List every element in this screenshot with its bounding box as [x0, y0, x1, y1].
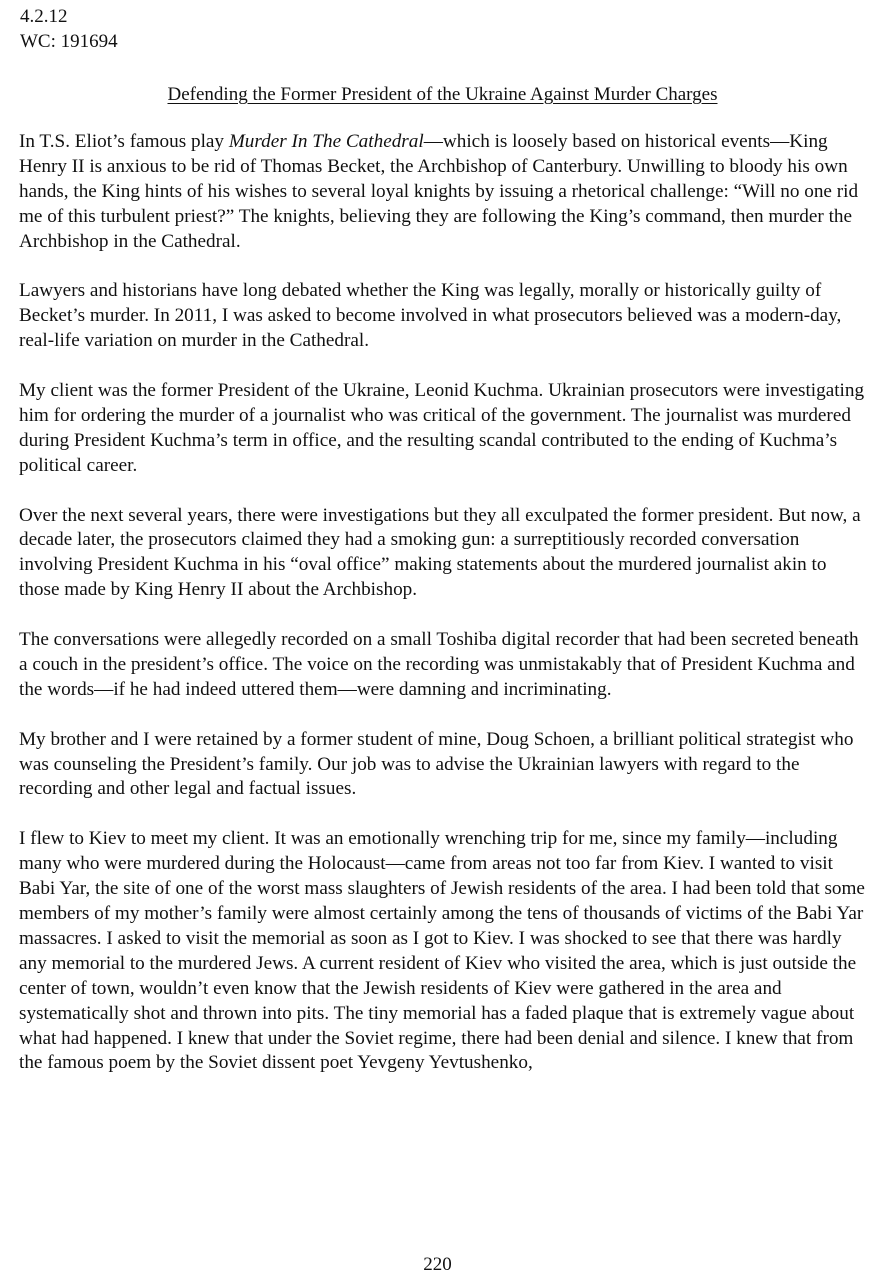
paragraph-1-lead: In T.S. Eliot’s famous play	[19, 131, 229, 152]
page-number: 220	[423, 1254, 452, 1275]
document-title	[0, 82, 875, 107]
header-date: 4.2.12	[20, 6, 68, 27]
paragraph-2: Lawyers and historians have long debated whether the King was legally, morally or historically guilty of Becket’s murder. In 2011, I was asked to become involved in what prosecutors believed was a modern-day, real-life variation on murder in the Cathedral.	[19, 280, 842, 352]
paragraph-4: Over the next several years, there were investigations but they all exculpated the former president. But now, a decade later, the prosecutors claimed they had a smoking gun: a surreptitiously recorded conversation involving President Kuchma in his “oval office” making statements about the murdered journalist akin to those made by King Henry II about the Archbishop.	[19, 504, 861, 601]
paragraph-7: I flew to Kiev to meet my client. It was an emotionally wrenching trip for me, since my family—including many who were murdered during the Holocaust—came from areas not too far from Kiev. I wanted to visit Babi Yar, the site of one of the worst mass slaughters of Jewish residents of the area. I had been told that some members of my mother’s family were almost certainly among the tens of thousands of victims of the Babi Yar massacres. I asked to visit the memorial as soon as I got to Kiev. I was shocked to see that there was hardly any memorial to the murdered Jews. A current resident of Kiev who visited the area, which is just outside the center of town, wouldn’t even know that the Jewish residents of Kiev were gathered in the area and systematically shot and thrown into pits. The tiny memorial has a faded plaque that is extremely vague about what had happened. I knew that under the Soviet regime, there had been denial and silence. I knew that from the famous poem by the Soviet dissent poet Yevgeny Yevtushenko,	[19, 828, 865, 1074]
paragraph-1	[19, 130, 869, 255]
header-word-count: WC: 191694	[20, 31, 118, 52]
play-title: Murder In The Cathedral	[228, 131, 424, 152]
paragraph-1-rest: —which is loosely based on historical events—King Henry II is anxious to be rid of Thomas Becket, the Archbishop of Canterbury. Unwilling to bloody his own hands, the King hints of his wishes to several loyal knights by issuing a rhetorical challenge: “Will no one rid me of this turbulent priest?” The knights, believing they are following the King’s command, then murder the Archbishop in the Cathedral.	[19, 131, 859, 252]
document-header	[20, 4, 118, 54]
paragraph-3: My client was the former President of the Ukraine, Leonid Kuchma. Ukrainian prosecutors were investigating him for ordering the murder of a journalist who was critical of the government. The journalist was murdered during President Kuchma’s term in office, and the resulting scandal contributed to the ending of Kuchma’s political career.	[19, 380, 865, 476]
document-body	[19, 130, 869, 1076]
paragraph-5: The conversations were allegedly recorded on a small Toshiba digital recorder that had been secreted beneath a couch in the president’s office. The voice on the recording was unmistakably that of President Kuchma and the words—if he had indeed uttered them—were damning and incriminating.	[19, 629, 859, 700]
document-title-text: Defending the Former President of the Ukraine Against Murder Charges	[167, 84, 718, 105]
paragraph-6: My brother and I were retained by a former student of mine, Doug Schoen, a brilliant political strategist who was counseling the President’s family. Our job was to advise the Ukrainian lawyers with regard to the recording and other legal and factual issues.	[19, 728, 854, 800]
